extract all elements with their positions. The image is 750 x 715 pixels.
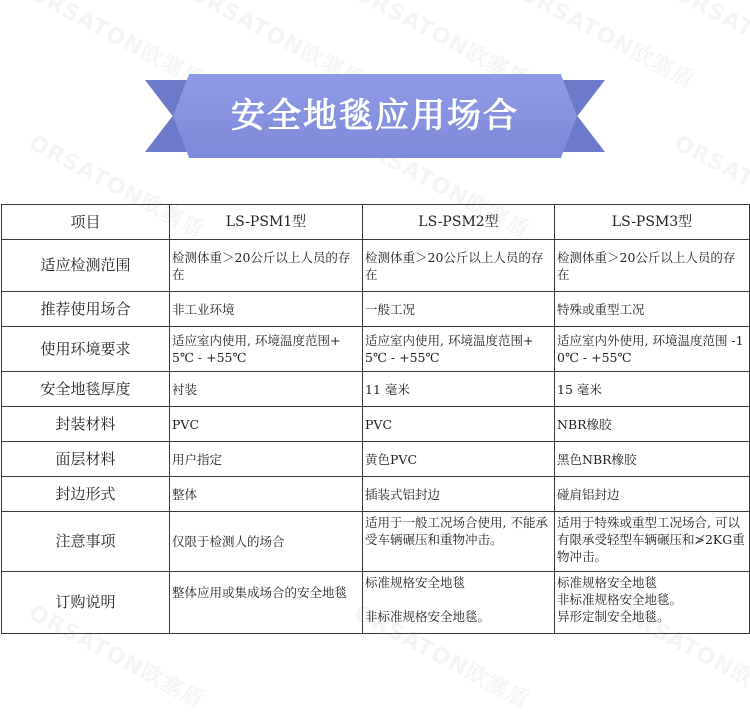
watermark (669, 0, 750, 95)
table-cell: 检测体重＞20公斤以上人员的存在 (363, 240, 555, 292)
header-psm2: LS-PSM2型 (363, 205, 555, 240)
table-row (2, 327, 750, 372)
table-cell: 黄色PVC (363, 442, 555, 477)
table-cell: PVC (170, 407, 363, 442)
table-cell: 适应室内使用, 环境温度范围+5℃ - +55℃ (363, 327, 555, 372)
row-label: 封边形式 (2, 477, 170, 512)
spec-table (1, 204, 750, 634)
table-row (2, 407, 750, 442)
table-cell: 适用于特殊或重型工况场合, 可以有限承受轻型车辆碾压和≯2KG重物冲击。 (555, 512, 750, 572)
header-item: 项目 (2, 205, 170, 240)
table-cell: 碰肩铝封边 (555, 477, 750, 512)
cell-line: 标准规格安全地毯 (365, 575, 466, 590)
page-title: 安全地毯应用场合 (231, 96, 519, 136)
cell-line: 非标准规格安全地毯。 (365, 609, 491, 624)
table-cell: 非工业环境 (170, 292, 363, 327)
table-cell (170, 572, 363, 634)
row-label: 注意事项 (2, 512, 170, 572)
cell-line: 标准规格安全地毯 (557, 575, 658, 590)
table-cell: 适用于一般工况场合使用, 不能承受车辆碾压和重物冲击。 (363, 512, 555, 572)
table-cell (363, 572, 555, 634)
cell-gap (365, 591, 552, 608)
table-cell: 一般工况 (363, 292, 555, 327)
header-psm1: LS-PSM1型 (170, 205, 363, 240)
table-cell: PVC (363, 407, 555, 442)
title-banner (145, 74, 605, 158)
table-header-row (2, 205, 750, 240)
table-cell: 插装式铝封边 (363, 477, 555, 512)
table-cell: 整体 (170, 477, 363, 512)
row-label: 安全地毯厚度 (2, 372, 170, 407)
table-cell: 检测体重＞20公斤以上人员的存在 (555, 240, 750, 292)
table-row (2, 512, 750, 572)
table-row (2, 572, 750, 634)
header-psm3: LS-PSM3型 (555, 205, 750, 240)
table-cell: 特殊或重型工况 (555, 292, 750, 327)
table-row (2, 292, 750, 327)
row-label: 适应检测范围 (2, 240, 170, 292)
table-cell: 衬装 (170, 372, 363, 407)
cell-line: 异形定制安全地毯。 (557, 609, 670, 624)
table-cell: 用户指定 (170, 442, 363, 477)
table-cell (555, 572, 750, 634)
table-cell: 适应室内使用, 环境温度范围+5℃ - +55℃ (170, 327, 363, 372)
table-row (2, 240, 750, 292)
table-cell: NBR橡胶 (555, 407, 750, 442)
row-label: 订购说明 (2, 572, 170, 634)
table-cell: 检测体重＞20公斤以上人员的存在 (170, 240, 363, 292)
cell-line: 非标准规格安全地毯。 (557, 592, 683, 607)
table-cell: 仅限于检测人的场合 (170, 512, 363, 572)
table-row (2, 477, 750, 512)
row-label: 封装材料 (2, 407, 170, 442)
table-cell: 黑色NBR橡胶 (555, 442, 750, 477)
row-label: 面层材料 (2, 442, 170, 477)
cell-text: 整体应用或集成场合的安全地毯 (172, 585, 348, 600)
table-row (2, 442, 750, 477)
table-cell: 11 毫米 (363, 372, 555, 407)
table-cell: 15 毫米 (555, 372, 750, 407)
table-cell: 适应室内外使用, 环境温度范围 -10℃ - +55℃ (555, 327, 750, 372)
row-label: 推荐使用场合 (2, 292, 170, 327)
row-label: 使用环境要求 (2, 327, 170, 372)
table-row (2, 372, 750, 407)
